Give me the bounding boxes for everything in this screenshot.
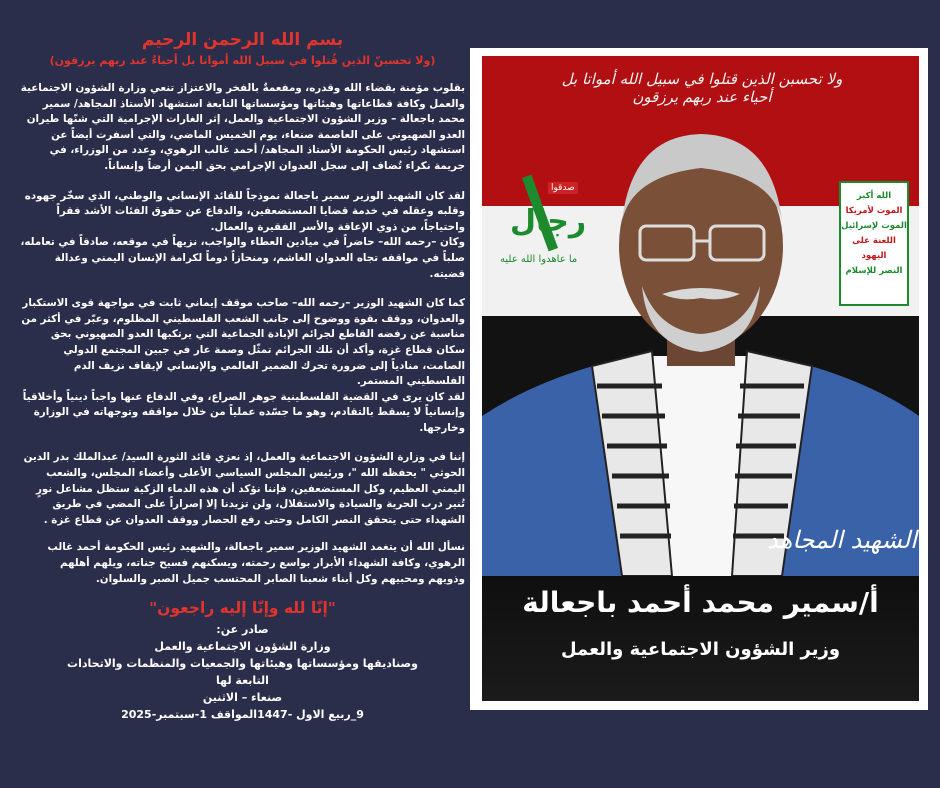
paragraph-biography: لقد كان الشهيد الوزير سمير باجعالة نموذجاً للقائد الإنساني والوطني، الذي سخّر جهوده وقلبه وعقله في خدمة قضايا المستضعفين، والدفاع عن حقوق الفئات الأشد فقراً واحتياجاً، من ذوي الإعاقة والأسر الفقيرة والعمال. وكان –رحمه الله– حاضراً في ميادين العطاء والواجب، نزيهاً في موقعه، صادقاً في تعامله، صلباً في مواقفه تجاه العدوان الغاشم، ومنحازاً دوماً لكرامة الإنسان اليمني وعدالة قضيته. [20,189,465,280]
basmala: بسم الله الرحمن الرحيم [141,30,344,50]
rijal-logo-sub: ما عاهدوا الله عليه [500,254,578,265]
issue-date: 9_ربيع الاول -1447المواقف 1-سبتمبر-2025 [121,708,364,722]
issuer-affiliates: وصناديقها ومؤسساتها وهيئاتها والجمعيات والمنظمات والاتحادات [67,657,418,671]
slogan-line: الله أكبر [856,191,892,201]
issuer-ministry: وزارة الشؤون الاجتماعية والعمل [154,640,331,654]
slogan-line: الموت لأمريكا [845,206,903,216]
slogan-line: الموت لإسرائيل [841,221,907,231]
paragraph-prayer: نسأل الله أن يتغمد الشهيد الوزير سمير باجعالة، والشهيد رئيس الحكومة أحمد غالب الرهوي، وكافة الشهداء الأبرار بواسع رحمته، ويسكنهم فسيح جناته، ويلهم أهلهم وذويهم ومحبيهم وكل أبناء شعبنا الصابر المحتسب جميل الصبر والسلوان. [47,541,465,585]
martyr-poster [482,56,919,701]
martyr-title: وزير الشؤون الاجتماعية والعمل [560,639,841,660]
obituary-statement [20,30,465,770]
issue-city-day: صنعاء – الاثنين [202,691,283,705]
slogan-line: اللعنة على اليهود [852,236,896,261]
issuer-block [20,621,465,723]
rijal-logo-badge: صدقوا [548,182,578,194]
issued-by-label: صادر عن: [216,623,269,637]
paragraph-announcement: بقلوب مؤمنة بقضاء الله وقدره، ومفعمةٌ بالفخر والاعتزاز تنعي وزارة الشؤون الاجتماعية والعمل وكافة قطاعاتها وهيئاتها ومؤسساتها التابعة استشهاد الأستاذ المجاهد/ سمير محمد باجعالة – وزير الشؤون الاجتماعية والعمل، إثر الغارات الإجرامية التي شنّها طيران العدو الصهيوني على العاصمة صنعاء، يوم الخميس الماضي، والتي أسفرت أيضاً عن استشهاد رئيس الحكومة الأستاذ المجاهد/ أحمد غالب الرهوي، وعدد من الوزراء، في جريمة نكراء تُضاف إلى سجل العدوان الإجرامي بحق اليمن أرضاً وإنساناً. [20,82,465,172]
istirja-phrase: "إنّا لله وإنّا إليه راجعون" [149,599,336,618]
poster-frame [470,48,928,710]
paragraph-palestine: كما كان الشهيد الوزير –رحمه الله– صاحب موقف إيماني ثابت في مواجهة قوى الاستكبار والعدوان، ووقف بقوة ووضوح إلى جانب الشعب الفلسطيني المظلوم، وعبّر في أكثر من مناسبة عن رفضه القاطع لجرائم الإبادة الجماعية التي يرتكبها العدو الصهيوني بحق سكان قطاع غزة، وأكد أن تلك الجرائم تمثّل وصمة عار في جبين المجتمع الدولي الصامت، منادياً إلى ضرورة تحرك الضمير العالمي والإنساني لإيقاف نزيف الدم الفلسطيني المستمر. لقد كان يرى في القضية الفلسطينية جوهر الصراع، وفي الدفاع عنها واجباً دينياً وأخلاقياً وإنسانياً لا يسقط بالتقادم، وهو ما جسّده عملياً من خلال مواقفه وتوجهاته في الوزارة وخارجها. [21,297,465,434]
martyr-label: الشهيد المجاهد [767,526,917,554]
verse-calligraphy: ولا تحسبن الذين قتلوا في سبيل الله أمواتا بل أحياء عند ربهم يرزقون [561,70,843,106]
issuer-affiliates-cont: التابعة لها [216,674,269,688]
quran-verse: (ولا تحسبنّ الذين قُتلوا في سبيل الله أمواتا بل أحياءٌ عند ربهم يرزقون) [49,54,436,67]
rijal-logo-main: رجال [510,204,587,239]
paragraph-condolence: إننا في وزارة الشؤون الاجتماعية والعمل، إذ نعزي قائد الثورة السيد/ عبدالملك بدر الدين الحوثي " يحفظه الله "، ورئيس المجلس السياسي الأعلى وأعضاء المجلس، والشعب اليمني العظيم، وكل المستضعفين، فإننا نؤكد أن هذه الدماء الزكية ستظل مشاعل نورٍ تُنير درب الحرية والسيادة والاستقلال، ولن تزيدنا إلا إصراراً على المضي في طريق الشهداء حتى يتحقق النصر الكامل وحتى رفع الحصار ووقف العدوان عن قطاع غزة . [23,451,465,526]
martyr-name: أ/سمير محمد أحمد باجعالة [522,586,879,619]
slogan-line: النصر للإسلام [845,266,903,276]
